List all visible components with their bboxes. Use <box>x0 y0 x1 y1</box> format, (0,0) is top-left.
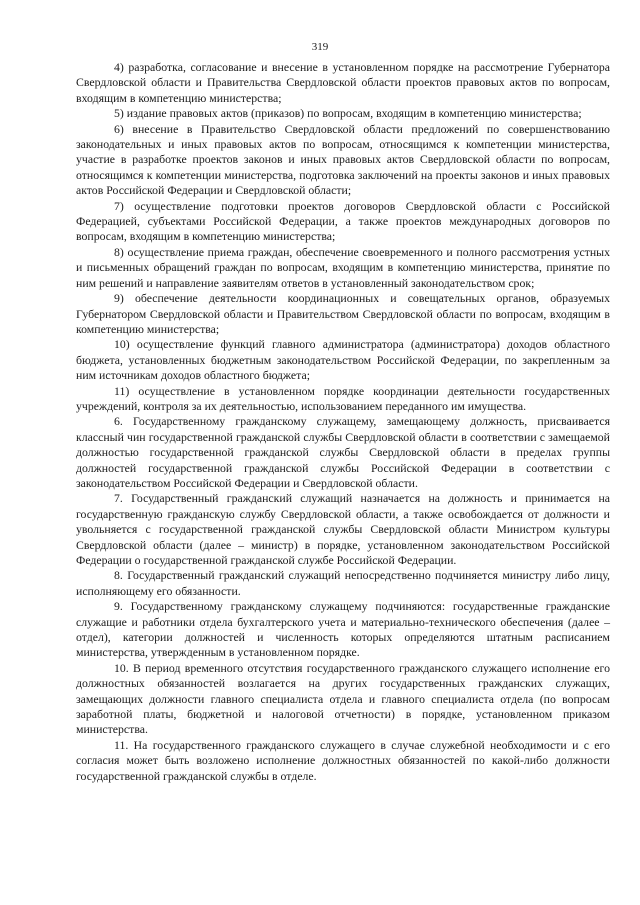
document-body <box>76 60 610 784</box>
paragraph-item-9: 9) обеспечение деятельности координационных и совещательных органов, образуемых Губернатором Свердловской области и Правительством Свердловской области по вопросам, входящим в компетенцию министерства; <box>76 291 610 336</box>
paragraph-section-6: 6. Государственному гражданскому служащему, замещающему должность, присваивается классный чин государственной гражданской службы Свердловской области в соответствии с замещаемой должностью государственной гражданской службы Свердловской области в пределах группы должностей государственной гражданской службы Российской Федерации в соответствии с законодательством Российской Федерации и Свердловской области. <box>76 414 610 490</box>
paragraph-item-10: 10) осуществление функций главного администратора (администратора) доходов областного бюджета, установленных бюджетным законодательством Российской Федерации, по закрепленным за ним источникам доходов областного бюджета; <box>76 337 610 383</box>
paragraph-section-11: 11. На государственного гражданского служащего в случае служебной необходимости и с его согласия может быть возложено исполнение должностных обязанностей по какой-либо должности государственной гражданской службы в отделе. <box>76 737 610 783</box>
paragraph-section-7: 7. Государственный гражданский служащий назначается на должность и принимается на государственную гражданскую службу Свердловской области, а также освобождается от должности и увольняется с государственной гражданской службы Свердловской области Министром культуры Свердловской области (далее – министр) в порядке, установленном законодательством Российской Федерации о государственной гражданской службе Российской Федерации. <box>76 491 610 567</box>
paragraph-item-4: 4) разработка, согласование и внесение в установленном порядке на рассмотрение Губернатора Свердловской области и Правительства Свердловской области проектов правовых актов по вопросам, входящим в компетенцию министерства; <box>76 60 610 105</box>
paragraph-item-7: 7) осуществление подготовки проектов договоров Свердловской области с Российской Федерацией, субъектами Российской Федерации, а также проектов международных договоров по вопросам, входящим в компетенцию министерства; <box>76 198 610 244</box>
paragraph-section-9: 9. Государственному гражданскому служащему подчиняются: государственные гражданские служащие и работники отдела бухгалтерского учета и материально-технического обеспечения (далее – отдел), категории должностей и численность которых определяются штатным расписанием министерства, утвержденным в установленном порядке. <box>76 599 610 660</box>
paragraph-section-10: 10. В период временного отсутствия государственного гражданского служащего исполнение его должностных обязанностей возлагается на других государственных гражданских служащих, замещающих должности главного специалиста отдела и главного специалиста отдела (по вопросам заработной платы, бюджетной и налоговой отчетности) в порядке, установленном приказом министерства. <box>76 660 610 737</box>
paragraph-item-11: 11) осуществление в установленном порядке координации деятельности государственных учреждений, контроля за их деятельностью, использованием переданного им имущества. <box>76 383 610 413</box>
paragraph-item-6: 6) внесение в Правительство Свердловской области предложений по совершенствованию законодательных и иных правовых актов по вопросам, относящимся к компетенции министерства, участие в разработке проектов законов и иных правовых актов Свердловской области по вопросам, относящимся к компетенции министерства, подготовка заключений на проекты законов и иных правовых актов Российской Федерации и Свердловской области; <box>76 121 610 198</box>
paragraph-item-5: 5) издание правовых актов (приказов) по вопросам, входящим в компетенцию министерства; <box>114 106 582 121</box>
paragraph-section-8: 8. Государственный гражданский служащий непосредственно подчиняется министру либо лицу, исполняющему его обязанности. <box>76 568 610 598</box>
paragraph-item-8: 8) осуществление приема граждан, обеспечение своевременного и полного рассмотрения устных и письменных обращений граждан по вопросам, входящим в компетенцию министерства, принятие по ним решений и направление заявителям ответов в установленный законодательством срок; <box>76 244 610 290</box>
page-number: 319 <box>311 41 329 53</box>
